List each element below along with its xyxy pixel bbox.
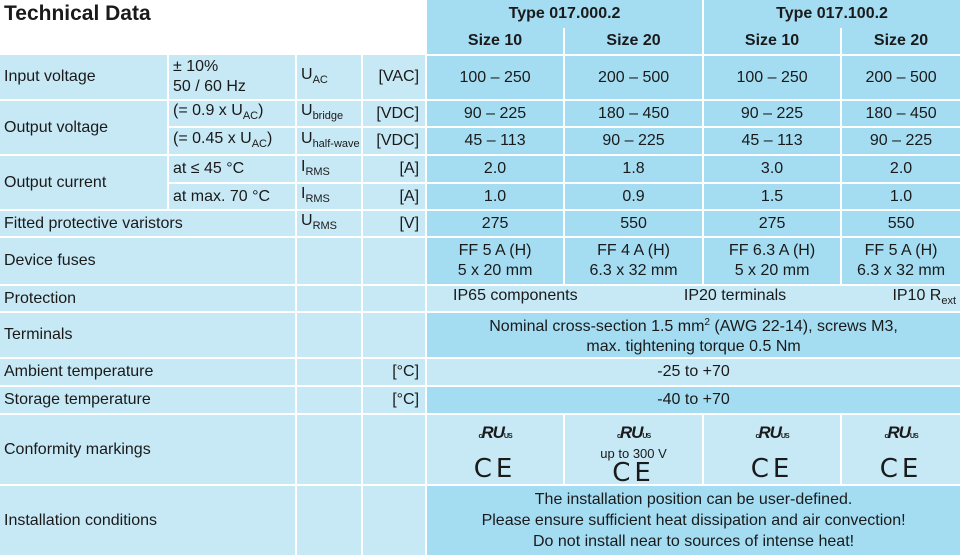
condition: ± 10% 50 / 60 Hz [168, 55, 296, 100]
param-label: Input voltage [0, 55, 168, 100]
value-cell: 1.5 [703, 183, 841, 210]
row-input-voltage [0, 55, 960, 100]
value-cell: 3.0 [703, 155, 841, 183]
value-cell: 45 – 113 [426, 127, 564, 155]
marks-cell [841, 414, 960, 485]
value-cell: 90 – 225 [703, 100, 841, 127]
symbol-empty [296, 414, 362, 485]
protection-components: IP65 components [453, 287, 578, 304]
value-cell: FF 5 A (H) 6.3 x 32 mm [841, 237, 960, 285]
row-protection [0, 285, 960, 312]
unit: [°C] [362, 386, 426, 414]
unit: [VDC] [362, 127, 426, 155]
value-cell: 90 – 225 [564, 127, 703, 155]
unit-empty [362, 312, 426, 358]
row-output-current-45 [0, 155, 960, 183]
row-terminals [0, 312, 960, 358]
param-label: Installation conditions [0, 485, 296, 555]
ul-recognized-icon: cRUUS [755, 423, 789, 442]
ul-recognized-icon: cRUUS [478, 423, 512, 442]
value-cell: 200 – 500 [841, 55, 960, 100]
row-storage-temperature [0, 386, 960, 414]
size-header: Size 20 [564, 28, 703, 55]
symbol-empty [296, 485, 362, 555]
row-conformity [0, 414, 960, 485]
value-cell: 200 – 500 [564, 55, 703, 100]
row-output-voltage-bridge [0, 100, 960, 127]
ul-recognized-icon: cRUUS [616, 423, 651, 442]
protection-rext: IP10 $R_{ext}$ [892, 287, 957, 307]
value-cell: 0.9 [564, 183, 703, 210]
unit: [VDC] [362, 100, 426, 127]
marks-cell [564, 414, 703, 485]
marks-cell [703, 414, 841, 485]
condition: at ≤ 45 °C [168, 155, 296, 183]
unit-empty [362, 414, 426, 485]
symbol: $U_{AC}$ [296, 55, 362, 100]
value-cell: 180 – 450 [564, 100, 703, 127]
value-cell: FF 5 A (H) 5 x 20 mm [426, 237, 564, 285]
ul-voltage-note: up to 300 V [600, 446, 667, 461]
value-cell: 1.0 [426, 183, 564, 210]
param-label: Storage temperature [0, 386, 296, 414]
unit-empty [362, 285, 426, 312]
storage-value: -40 to +70 [426, 386, 960, 414]
value-cell: FF 6.3 A (H) 5 x 20 mm [703, 237, 841, 285]
symbol-empty [296, 237, 362, 285]
value-cell: FF 4 A (H) 6.3 x 32 mm [564, 237, 703, 285]
value-cell: 1.0 [841, 183, 960, 210]
unit: [°C] [362, 358, 426, 386]
ul-recognized-icon: cRUUS [884, 423, 918, 442]
value-cell: 1.8 [564, 155, 703, 183]
type-header-2: Type 017.100.2 [703, 0, 960, 28]
value-cell: 550 [841, 210, 960, 237]
param-label: Protection [0, 285, 296, 312]
value-cell: 90 – 225 [841, 127, 960, 155]
value-cell: 180 – 450 [841, 100, 960, 127]
row-installation [0, 485, 960, 555]
symbol-empty [296, 312, 362, 358]
symbol: $U_{half-wave}$ [296, 127, 362, 155]
condition: (= 0.45 x $U_{AC}$) [168, 127, 296, 155]
symbol: $U_{RMS}$ [296, 210, 362, 237]
symbol: $I_{RMS}$ [296, 183, 362, 210]
ambient-value: -25 to +70 [426, 358, 960, 386]
ce-mark-icon: CE [473, 454, 517, 484]
param-label: Terminals [0, 312, 296, 358]
installation-value: The installation position can be user-defined. Please ensure sufficient heat dissipation and air convection! Do not install near to sources of intense heat! [426, 485, 960, 555]
unit: [A] [362, 183, 426, 210]
ce-mark-icon: CE [879, 454, 923, 484]
param-label: Output voltage [0, 100, 168, 155]
param-label: Conformity markings [0, 414, 296, 485]
symbol: $I_{RMS}$ [296, 155, 362, 183]
row-device-fuses [0, 237, 960, 285]
value-cell: 90 – 225 [426, 100, 564, 127]
unit-empty [362, 237, 426, 285]
value-cell: 550 [564, 210, 703, 237]
terminals-value: Nominal cross-section 1.5 $mm^2$ (AWG 22-14), screws M3, max. tightening torque 0.5 Nm [426, 312, 960, 358]
table-title: Technical Data [0, 0, 426, 55]
protection-values [426, 285, 960, 312]
param-label: Fitted protective varistors [0, 210, 296, 237]
unit: [A] [362, 155, 426, 183]
ce-mark-icon: CE [612, 458, 655, 485]
symbol: $U_{bridge}$ [296, 100, 362, 127]
unit-empty [362, 485, 426, 555]
protection-terminals: IP20 terminals [683, 287, 787, 304]
value-cell: 2.0 [426, 155, 564, 183]
ce-mark-icon: CE [750, 454, 794, 484]
value-cell: 100 – 250 [426, 55, 564, 100]
size-header: Size 20 [841, 28, 960, 55]
symbol-empty [296, 285, 362, 312]
param-label: Ambient temperature [0, 358, 296, 386]
value-cell: 275 [703, 210, 841, 237]
type-header-1: Type 017.000.2 [426, 0, 703, 28]
param-label: Device fuses [0, 237, 296, 285]
unit: [V] [362, 210, 426, 237]
value-cell: 275 [426, 210, 564, 237]
marks-cell [426, 414, 564, 485]
value-cell: 100 – 250 [703, 55, 841, 100]
value-cell: 45 – 113 [703, 127, 841, 155]
condition: at max. 70 °C [168, 183, 296, 210]
condition: (= 0.9 x $U_{AC}$) [168, 100, 296, 127]
symbol-empty [296, 386, 362, 414]
row-ambient-temperature [0, 358, 960, 386]
symbol-empty [296, 358, 362, 386]
size-header: Size 10 [703, 28, 841, 55]
param-label: Output current [0, 155, 168, 210]
size-header: Size 10 [426, 28, 564, 55]
row-varistors [0, 210, 960, 237]
unit: [VAC] [362, 55, 426, 100]
value-cell: 2.0 [841, 155, 960, 183]
